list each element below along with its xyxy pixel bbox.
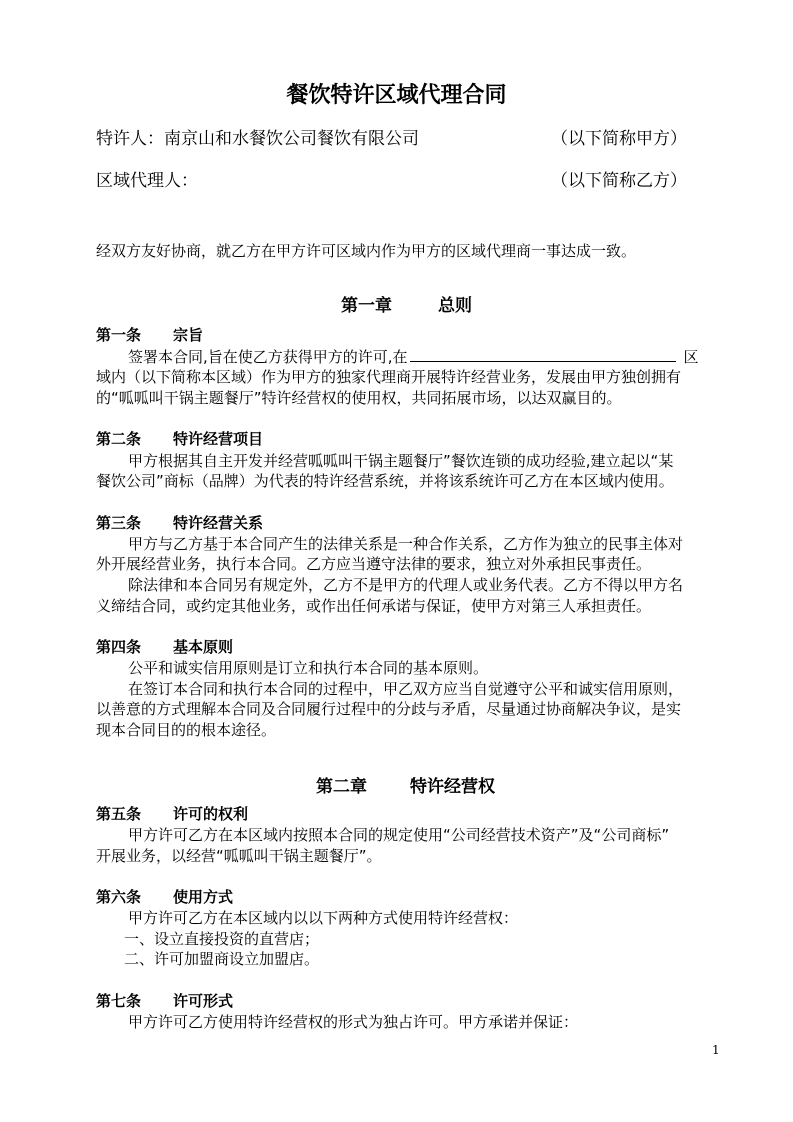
article-6-heading	[96, 886, 233, 907]
article-2-line-2: 餐饮公司”商标（品牌）为代表的特许经营系统，并将该系统许可乙方在本区域内使用。	[96, 472, 674, 490]
chapter-1-number: 第一章	[341, 296, 392, 316]
article-title: 许可的权利	[173, 805, 249, 823]
document-title: 餐饮特许区域代理合同	[286, 83, 507, 108]
party-a-note: （以下简称甲方）	[551, 129, 687, 149]
article-number: 第三条	[96, 514, 142, 532]
article-title: 特许经营关系	[173, 514, 264, 532]
article-number: 第五条	[96, 805, 142, 823]
article-4-line-2: 在签订本合同和执行本合同的过程中，甲乙双方应当自觉遵守公平和诚实信用原则，	[128, 680, 684, 698]
article-title: 许可形式	[173, 992, 234, 1010]
article-3-line-3: 除法律和本合同另有规定外，乙方不是甲方的代理人或业务代表。乙方不得以甲方名	[128, 576, 684, 594]
party-b-note: （以下简称乙方）	[551, 171, 687, 191]
article-1-line-3: 的“呱呱叫干锅主题餐厅”特许经营权的使用权，共同拓展市场，以达双赢目的。	[96, 389, 622, 407]
article-5-line-1: 甲方许可乙方在本区域内按照本合同的规定使用“公司经营技术资产”及“公司商标”	[128, 826, 670, 844]
article-6-item-1: 一、设立直接投资的直营店；	[124, 930, 320, 948]
article-title: 特许经营项目	[173, 430, 264, 448]
article-1-text: 签署本合同,旨在使乙方获得甲方的许可,在	[128, 348, 408, 366]
article-7-line-1: 甲方许可乙方使用特许经营权的形式为独占许可。甲方承诺并保证：	[128, 1013, 579, 1031]
article-1-heading	[96, 324, 203, 345]
article-3-line-4: 义缔结合同，或约定其他业务，或作出任何承诺与保证，使甲方对第三人承担责任。	[96, 597, 652, 615]
article-number: 第四条	[96, 638, 142, 656]
article-number: 第一条	[96, 326, 142, 344]
article-number: 第六条	[96, 888, 142, 906]
article-1-text-end: 区	[683, 348, 699, 366]
chapter-2-number: 第二章	[316, 777, 367, 797]
article-1-line-1	[128, 346, 699, 367]
article-1-line-2: 域内（以下简称本区域）作为甲方的独家代理商开展特许经营业务，发展由甲方独创拥有	[96, 368, 682, 386]
article-5-line-2: 开展业务，以经营“呱呱叫干锅主题餐厅”。	[96, 847, 382, 865]
article-title: 使用方式	[173, 888, 234, 906]
region-blank-field	[410, 346, 676, 362]
article-3-heading	[96, 512, 263, 533]
article-number: 第七条	[96, 992, 142, 1010]
chapter-2-title: 特许经营权	[410, 777, 495, 797]
article-6-line-1: 甲方许可乙方在本区域内以以下两种方式使用特许经营权：	[128, 909, 519, 927]
chapter-1-title: 总则	[438, 296, 472, 316]
article-2-line-1: 甲方根据其自主开发并经营呱呱叫干锅主题餐厅”餐饮连锁的成功经验,建立起以“某	[128, 452, 674, 470]
article-title: 宗旨	[173, 326, 204, 344]
intro-paragraph: 经双方友好协商，就乙方在甲方许可区域内作为甲方的区域代理商一事达成一致。	[96, 242, 637, 260]
article-3-line-2: 外开展经营业务，执行本合同。乙方应当遵守法律的要求，独立对外承担民事责任。	[96, 555, 652, 573]
party-b-label: 区域代理人：	[96, 171, 198, 191]
article-7-heading	[96, 990, 233, 1011]
article-6-item-2: 二、许可加盟商设立加盟店。	[124, 950, 320, 968]
article-3-line-1: 甲方与乙方基于本合同产生的法律关系是一种合作关系，乙方作为独立的民事主体对	[128, 535, 684, 553]
article-number: 第二条	[96, 430, 142, 448]
article-4-line-3: 以善意的方式理解本合同及合同履行过程中的分歧与矛盾，尽量通过协商解决争议，是实	[96, 700, 682, 718]
party-a-label: 特许人：南京山和水餐饮公司餐饮有限公司	[96, 129, 419, 149]
article-5-heading	[96, 803, 248, 824]
article-title: 基本原则	[173, 638, 234, 656]
page-number: 1	[712, 1043, 720, 1057]
article-4-heading	[96, 636, 233, 657]
article-2-heading	[96, 428, 263, 449]
article-4-line-4: 现本合同目的的根本途径。	[96, 721, 277, 739]
article-4-line-1: 公平和诚实信用原则是订立和执行本合同的基本原则。	[128, 659, 489, 677]
